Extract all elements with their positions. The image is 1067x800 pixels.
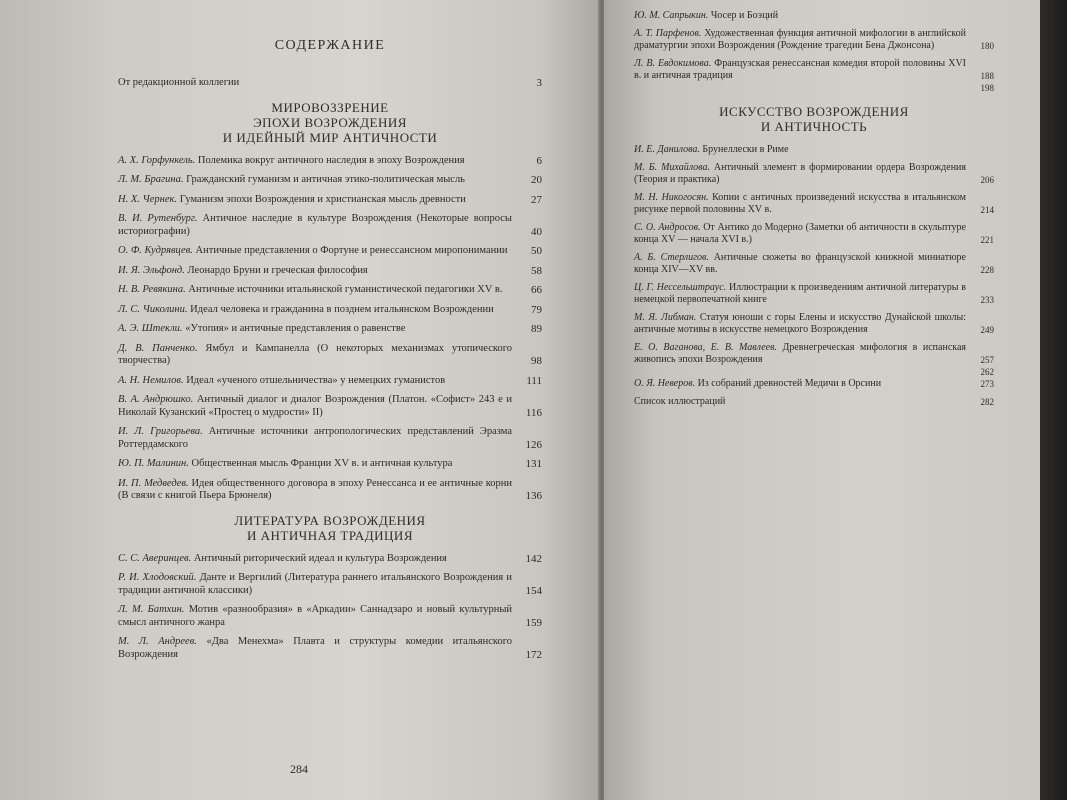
- entry-page: 3: [536, 77, 542, 89]
- entry-title: Античный риторический идеал и культура Возрождения: [193, 552, 447, 564]
- section1-heading-line: ЭПОХИ ВОЗРОЖДЕНИЯ: [253, 114, 407, 130]
- entry-author: Р. И. Хлодовский.: [118, 572, 197, 583]
- entry-author: А. Т. Парфенов.: [634, 28, 702, 39]
- entry-page: 249: [980, 325, 994, 335]
- section1-list: [118, 155, 542, 503]
- entry-title: Античные источники итальянской гуманистической педагогики XV в.: [188, 284, 503, 295]
- entry-author: С. С. Аверинцев.: [118, 552, 192, 564]
- entry-title: Общественная мысль Франции XV в. и античная культура: [191, 458, 453, 469]
- entry-title: Древнегреческая мифология в испанская живопись эпохи Возрождения: [634, 342, 967, 365]
- entry-title: Мотив «разнообразия» в «Аркадии» Саннадзаро и новый культурный смысл античного жанра: [118, 604, 512, 628]
- entry-author: М. Б. Михайлова.: [634, 162, 710, 173]
- toc-entry: [634, 28, 994, 52]
- entry-page: 188: [980, 71, 994, 81]
- toc-entry: [634, 342, 994, 366]
- toc-entry: [118, 426, 542, 451]
- toc-entry: [634, 192, 994, 216]
- entry-author: В. А. Андрюшко.: [118, 394, 194, 405]
- entry-author: А. Б. Стерлигов.: [634, 252, 709, 263]
- entry-title: Ямбул и Кампанелла (О некоторых механизмах утопического творчества): [118, 342, 513, 366]
- toc-entry: [634, 144, 994, 156]
- entry-page: 180: [980, 41, 994, 51]
- entry-title: Брунеллески в Риме: [702, 144, 789, 155]
- entry-title: Список иллюстраций: [634, 396, 726, 407]
- entry-author: О. Я. Неверов.: [634, 378, 696, 389]
- entry-title: Иллюстрации к произведениям античной литературы в немецкой первопечатной книге: [634, 282, 966, 305]
- toc-entry: [634, 10, 994, 22]
- entry-page: 79: [531, 303, 542, 316]
- toc-entry: [118, 265, 542, 278]
- entry-title: Копии с античных произведений искусства в итальянском рисунке первой половины XV в.: [634, 192, 966, 215]
- entry-page: 233: [980, 295, 994, 305]
- entry-author: В. И. Рутенбург.: [118, 213, 198, 224]
- entry-author: А. Н. Немилов.: [118, 374, 184, 386]
- toc-entry: [634, 222, 994, 246]
- entry-title: Художественная функция античной мифологии в английской драматургии эпохи Возрождения (Рождение трагедии Бена Джонсона): [634, 28, 966, 51]
- section2-heading: [118, 513, 542, 543]
- toc-entry: [118, 213, 542, 238]
- entry-author: М. Я. Либман.: [634, 312, 697, 323]
- entry-page: 40: [531, 225, 542, 238]
- entry-page: 27: [531, 193, 542, 206]
- entry-author: Ц. Г. Нессельштраус.: [634, 282, 727, 293]
- toc-entry: [634, 282, 994, 306]
- entry-title: От редакционной коллегии: [118, 77, 240, 88]
- section2-heading-line: И АНТИЧНАЯ ТРАДИЦИЯ: [247, 527, 413, 543]
- entry-author: Н. В. Ревякина.: [118, 284, 186, 295]
- entry-page: 172: [525, 648, 542, 661]
- toc-entry: [118, 553, 542, 566]
- entry-author: И. П. Медведев.: [118, 477, 189, 489]
- entry-page: 58: [531, 264, 542, 277]
- entry-author: А. Х. Горфункель.: [118, 154, 196, 166]
- entry-title: «Два Менехма» Плавта и структуры комедии итальянского Возрождения: [118, 636, 513, 660]
- entry-author: И. Л. Григорьева.: [118, 426, 203, 437]
- entry-author: Л. В. Евдокимова.: [634, 58, 712, 69]
- entry-page: 50: [531, 245, 542, 257]
- book-cover-edge: [1040, 0, 1067, 800]
- toc-entry: [634, 378, 994, 390]
- section3-heading-line: ИСКУССТВО ВОЗРОЖДЕНИЯ: [719, 104, 909, 119]
- entry-page: 111: [526, 374, 542, 387]
- entry-author: Е. О. Ваганова, Е. В. Мавлеев.: [634, 342, 777, 353]
- entry-author: О. Ф. Кудрявцев.: [118, 245, 193, 256]
- entry-author: Л. М. Брагина.: [118, 174, 184, 185]
- section2-list: [118, 553, 542, 662]
- entry-page: 89: [531, 323, 542, 335]
- entry-page: 228: [980, 265, 994, 275]
- section3-heading: [634, 104, 994, 134]
- entry-title: Античные представления о Фортуне и ренессансном миропонимании: [195, 245, 508, 256]
- entry-title: Леонардо Бруни и греческая философия: [187, 264, 368, 276]
- toc-entry: [118, 458, 542, 471]
- entry-author: М. Л. Андреев.: [118, 636, 197, 647]
- toc-entry: [118, 478, 542, 503]
- entry-title: Французская ренессансная комедия второй половины XVI в. и античная традиция: [634, 58, 967, 81]
- toc-entry: [118, 174, 542, 187]
- entry-page: 131: [525, 458, 542, 470]
- toc-entry-orphan-page: [634, 83, 994, 94]
- entry-title: Античные источники антропологических представлений Эразма Роттердамского: [118, 426, 513, 450]
- entry-author: И. Я. Эльфонд.: [118, 264, 185, 276]
- section1-heading-line: И ИДЕЙНЫЙ МИР АНТИЧНОСТИ: [222, 129, 438, 145]
- toc-entry: [118, 304, 542, 317]
- right-page: [604, 0, 1044, 800]
- entry-title: «Утопия» и античные представления о равенстве: [185, 323, 406, 334]
- entry-page: 159: [525, 616, 542, 629]
- entry-page: 262: [980, 367, 994, 377]
- toc-entry: [118, 343, 542, 368]
- section2-continued-list: [634, 10, 994, 94]
- entry-title: Данте и Вергилий (Литература раннего итальянского Возрождения и традиции античной классики): [118, 572, 513, 596]
- entry-page: 66: [531, 284, 542, 296]
- entry-page: 142: [525, 552, 542, 565]
- entry-page: 6: [536, 154, 542, 167]
- entry-page: 257: [980, 355, 994, 365]
- entry-page: 214: [980, 205, 994, 215]
- entry-title: От Антико до Модерно (Заметки об античности в скульптуре конца XV — начала XVI в.): [634, 222, 966, 245]
- entry-author: Л. М. Батхин.: [118, 604, 185, 615]
- section3-heading-line: И АНТИЧНОСТЬ: [760, 119, 868, 134]
- entry-title: Античный элемент в формировании ордера Возрождения (Теория и практика): [634, 162, 967, 185]
- entry-page: 154: [525, 584, 542, 597]
- entry-page: 221: [980, 235, 994, 245]
- toc-entry: [118, 284, 542, 297]
- entry-title: Идеал человека и гражданина в позднем итальянском Возрождении: [190, 303, 494, 315]
- toc-entry: [118, 394, 542, 419]
- entry-author: М. Н. Никогосян.: [634, 192, 709, 203]
- entry-page: 206: [980, 175, 994, 185]
- entry-author: А. Э. Штекли.: [118, 323, 183, 334]
- toc-entry: [118, 572, 542, 597]
- entry-page: 20: [531, 174, 542, 186]
- entry-title: Полемика вокруг античного наследия в эпоху Возрождения: [197, 154, 465, 166]
- toc-entry: [118, 155, 542, 168]
- toc-entry: [118, 604, 542, 629]
- page-number: 284: [290, 762, 308, 776]
- entry-title: Гражданский гуманизм и античная этико-политическая мысль: [186, 174, 465, 185]
- entry-title: Чосер и Боэций: [710, 10, 779, 21]
- entry-title: Из собраний древностей Медичи в Орсини: [697, 378, 882, 389]
- toc-entry: [634, 162, 994, 186]
- entry-page: 198: [980, 83, 994, 93]
- entry-page: 273: [980, 379, 994, 389]
- entry-page: 136: [525, 490, 542, 502]
- entry-title: Идеал «ученого отшельничества» у немецких гуманистов: [186, 374, 446, 386]
- entry-title: Античное наследие в культуре Возрождения (Некоторые вопросы историографии): [118, 213, 512, 237]
- toc-entry: [118, 636, 542, 661]
- toc-entry-intro: [118, 77, 542, 90]
- entry-title: Античные сюжеты во французской книжной миниатюре конца XIV—XV вв.: [634, 252, 966, 275]
- entry-author: С. О. Андросов.: [634, 222, 701, 233]
- entry-author: Ю. М. Сапрыкин.: [634, 10, 709, 21]
- entry-author: Н. Х. Чернек.: [118, 193, 178, 205]
- toc-entry: [118, 194, 542, 207]
- entry-title: Статуя юноши с горы Елены и искусство Дунайской школы: античные мотивы в искусстве немецкого Возрождения: [634, 312, 967, 335]
- toc-entry: [634, 312, 994, 336]
- entry-author: И. Е. Данилова.: [634, 144, 700, 155]
- entry-page: 282: [980, 397, 994, 407]
- entry-title: Идея общественного договора в эпоху Ренессанса и ее античные корни (В связи с книгой Пьера Брюнеля): [118, 477, 513, 501]
- entry-author: Л. С. Чиколини.: [118, 303, 188, 315]
- toc-title: СОДЕРЖАНИЕ: [274, 38, 386, 53]
- section3-list: [634, 144, 994, 408]
- toc-entry: [634, 58, 994, 82]
- toc-entry-illustrations: [634, 396, 994, 408]
- toc-entry: [118, 245, 542, 258]
- entry-page: 126: [525, 438, 542, 451]
- entry-author: Ю. П. Малинин.: [118, 458, 189, 469]
- section2-heading-line: ЛИТЕРАТУРА ВОЗРОЖДЕНИЯ: [234, 512, 426, 528]
- toc-entry: [118, 375, 542, 388]
- toc-entry: [634, 252, 994, 276]
- entry-title: Гуманизм эпохи Возрождения и христианская мысль древности: [179, 193, 466, 205]
- section1-heading-line: МИРОВОЗЗРЕНИЕ: [271, 99, 389, 115]
- toc-entry: [118, 323, 542, 336]
- entry-page: 98: [531, 355, 542, 367]
- entry-author: Д. В. Панченко.: [118, 342, 198, 354]
- section1-heading: [118, 100, 542, 145]
- entry-page: 116: [525, 406, 542, 419]
- entry-title: Античный диалог и диалог Возрождения (Платон. «Софист» 243 е и Николай Кузанский «Простец о мудрости» II): [118, 394, 512, 418]
